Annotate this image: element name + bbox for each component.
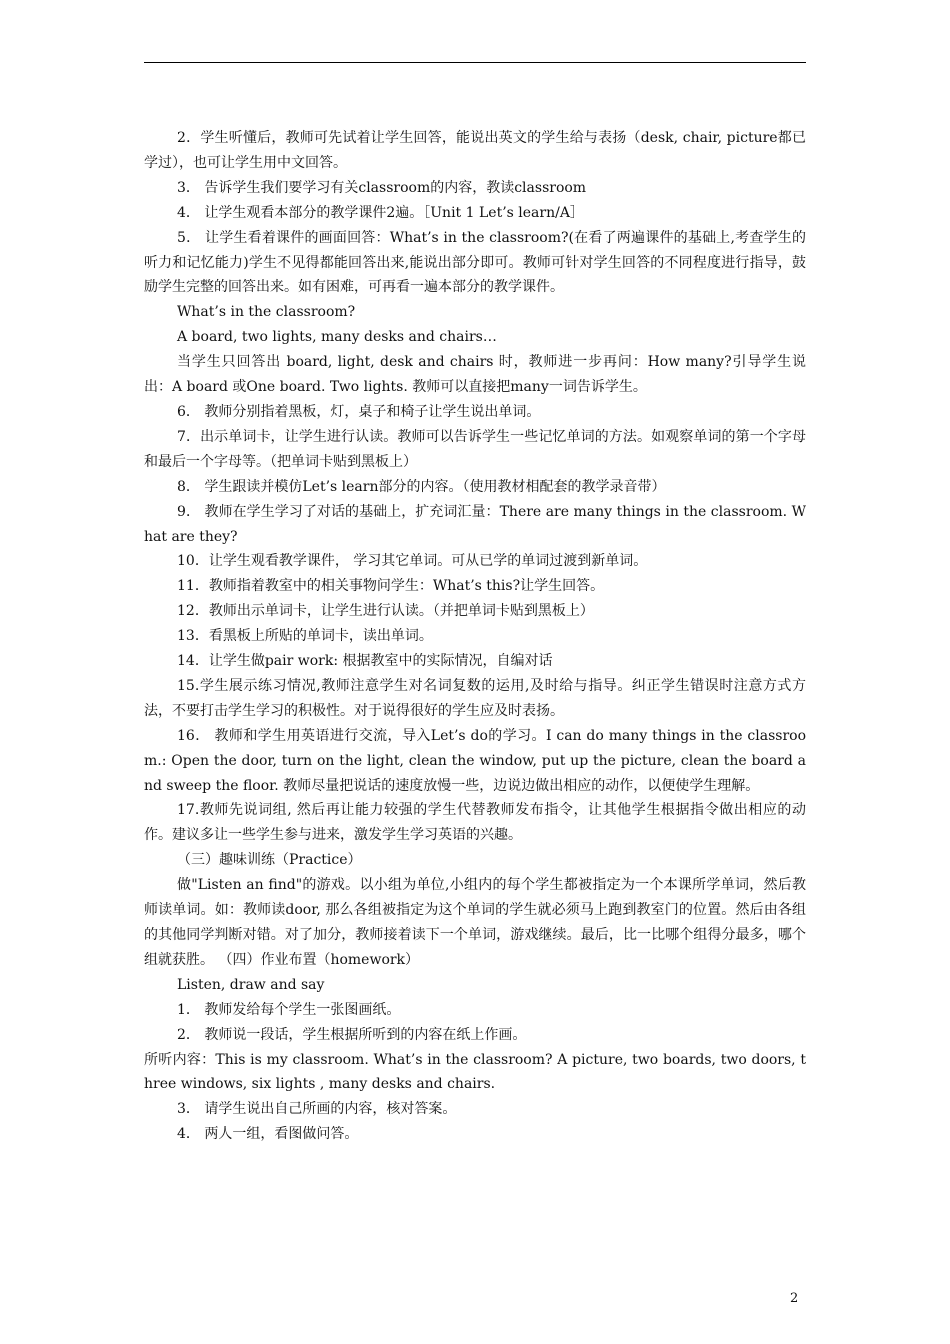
paragraph: 17.教师先说词组, 然后再让能力较强的学生代替教师发布指令，让其他学生根据指令做出相应的动作。建议多让一些学生参与进来，激发学生学习英语的兴趣。 [144,802,806,844]
paragraph: 15.学生展示练习情况,教师注意学生对名词复数的运用,及时给与指导。纠正学生错误时注意方式方法，不要打击学生学习的积极性。对于说得很好的学生应及时表扬。 [144,677,806,719]
paragraph: 10．让学生观看教学课件， 学习其它单词。可从已学的单词过渡到新单词。 [177,553,648,570]
paragraph: 7．出示单词卡，让学生进行认读。教师可以告诉学生一些记忆单词的方法。如观察单词的第一个字母和最后一个字母等。（把单词卡贴到黑板上） [144,428,806,470]
paragraph: A board, two lights, many desks and chairs… [177,329,497,346]
paragraph: 4． 让学生观看本部分的教学课件2遍。［Unit 1 Let’s learn/A］ [177,204,584,221]
paragraph: 3． 告诉学生我们要学习有关classroom的内容，教读classroom [177,179,587,196]
section-heading: （三）趣味训练（Practice） [177,852,362,869]
page-number: 2 [790,1291,799,1306]
paragraph: Listen, draw and say [177,976,325,993]
paragraph: What’s in the classroom? [177,304,356,321]
paragraph: 14．让学生做pair work: 根据教室中的实际情况，自编对话 [177,653,553,670]
paragraph: 3． 请学生说出自己所画的内容，核对答案。 [177,1101,457,1118]
paragraph: 1． 教师发给每个学生一张图画纸。 [177,1001,401,1018]
paragraph: 11．教师指着教室中的相关事物问学生：What’s this?让学生回答。 [177,578,605,595]
paragraph: 2．学生听懂后，教师可先试着让学生回答，能说出英文的学生给与表扬（desk, chair, picture都已学过），也可让学生用中文回答。 [144,130,806,171]
paragraph: 当学生只回答出 board, light, desk and chairs 时，教师进一步再问：How many?引导学生说出：A board 或One board. Two lights. 教师可以直接把many一词告诉学生。 [144,354,806,396]
paragraph: 5． 让学生看着课件的画面回答：What’s in the classroom?(在看了两遍课件的基础上,考查学生的听力和记忆能力)学生不见得都能回答出来,能说出部分即可。教师可针对学生回答的不同程度进行指导，鼓励学生完整的回答出来。如有困难，可再看一遍本部分的教学课件。 [144,229,806,296]
paragraph: 6． 教师分别指着黑板，灯，桌子和椅子让学生说出单词。 [177,403,541,420]
paragraph: 8． 学生跟读并模仿Let’s learn部分的内容。（使用教材相配套的教学录音带） [177,478,666,495]
paragraph: 13．看黑板上所贴的单词卡，读出单词。 [177,628,433,645]
paragraph: 9． 教师在学生学习了对话的基础上，扩充词汇量：There are many things in the classroom. What are they? [144,503,806,545]
document-body [144,126,806,1147]
header-rule [144,62,806,63]
paragraph: 4． 两人一组，看图做问答。 [177,1126,359,1143]
paragraph: 2． 教师说一段话，学生根据所听到的内容在纸上作画。 [177,1026,527,1043]
paragraph: 16． 教师和学生用英语进行交流，导入Let’s do的学习。I can do many things in the classroom.: Open the door, turn on the light, clean the window, put up the picture, clean the board and sweep the floor. 教师尽量把说话的速度放慢一些，边说边做出相应的动作，以便使学生理解。 [144,727,806,794]
paragraph: 12．教师出示单词卡，让学生进行认读。（并把单词卡贴到黑板上） [177,603,594,620]
paragraph: 做"Listen an find"的游戏。以小组为单位,小组内的每个学生都被指定为一个本课所学单词，然后教师读单词。如：教师读door, 那么各组被指定为这个单词的学生就必须马上跑到教室门的位置。然后由各组的其他同学判断对错。对了加分，教师接着读下一个单词，游戏继续。最后，比一比哪个组得分最多，哪个组就获胜。 （四）作业布置（homework） [144,877,806,968]
paragraph: 所听内容：This is my classroom. What’s in the classroom? A picture, two boards, two doors, three windows, six lights , many desks and chairs. [144,1051,806,1093]
